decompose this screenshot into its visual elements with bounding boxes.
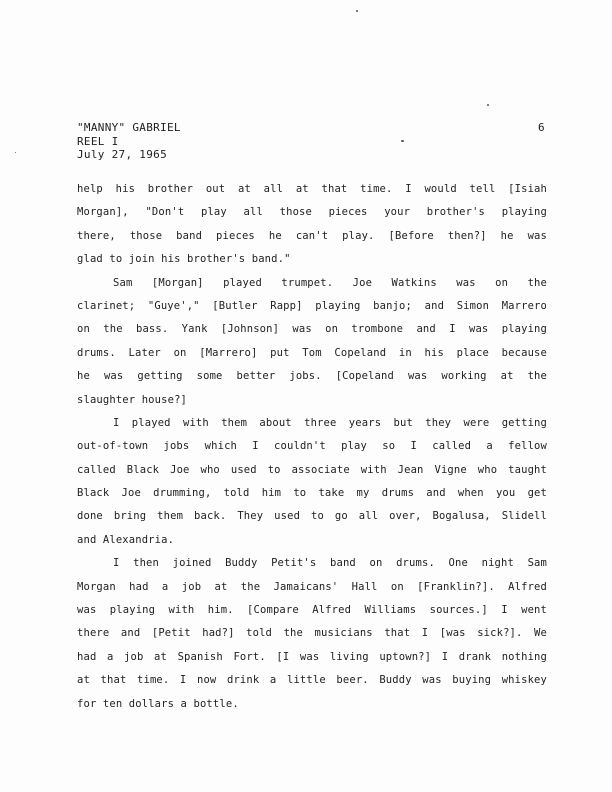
transcript-line: there and [Petit had?] told the musicians that I [was sick?]. We (77, 627, 547, 640)
transcript-line: and Alexandria. (77, 533, 175, 546)
transcript-line: on the bass. Yank [Johnson] was on trombone and I was playing (77, 323, 547, 336)
transcript-line: glad to join his brother's band." (77, 253, 291, 266)
interview-date: July 27, 1965 (77, 148, 167, 161)
page-number: 6 (538, 121, 545, 134)
transcript-line: I then joined Buddy Petit's band on drums. One night Sam (113, 557, 547, 570)
transcript-line: he was getting some better jobs. [Copeland was working at the (77, 370, 547, 383)
document-header (77, 121, 181, 162)
transcript-line: drums. Later on [Marrero] put Tom Copeland in his place because (77, 346, 547, 359)
transcript-line: Morgan had a job at the Jamaicans' Hall on [Franklin?]. Alfred (77, 580, 547, 593)
transcript-line: there, those band pieces he can't play. [Before then?] he was (77, 229, 547, 242)
transcript-line: had a job at Spanish Fort. [I was living uptown?] I drank nothing (77, 650, 547, 663)
transcript-line: for ten dollars a bottle. (77, 697, 239, 710)
transcript-line: done bring them back. They used to go all over, Bogalusa, Slidell (77, 510, 547, 523)
transcript-line: help his brother out at all at that time. I would tell [Isiah (77, 183, 547, 195)
transcript-line: clarinet; "Guye'," [Butler Rapp] playing banjo; and Simon Marrero (77, 299, 547, 312)
reel-label: REEL I (77, 134, 119, 148)
interviewee-name: "MANNY" GABRIEL (77, 121, 181, 134)
transcript-line: Black Joe drumming, told him to take my drums and when you get (77, 487, 547, 500)
transcript-line: called Black Joe who used to associate with Jean Vigne who taught (77, 463, 547, 476)
scan-speck (401, 140, 404, 142)
transcript-line: I played with them about three years but they were getting (113, 416, 547, 429)
scan-speck (356, 10, 358, 12)
scan-speck (487, 104, 489, 106)
transcript-line: slaughter house?] (77, 393, 188, 406)
transcript-line: out-of-town jobs which I couldn't play so I called a fellow (77, 440, 547, 453)
scan-speck (15, 152, 16, 153)
transcript-line: Sam [Morgan] played trumpet. Joe Watkins was on the (113, 276, 547, 289)
transcript-line: Morgan], "Don't play all those pieces your brother's playing (77, 206, 547, 219)
transcript-line: at that time. I now drink a little beer. Buddy was buying whiskey (77, 674, 547, 687)
transcript-line: was playing with him. [Compare Alfred Williams sources.] I went (77, 604, 547, 617)
transcript-body (77, 178, 547, 716)
